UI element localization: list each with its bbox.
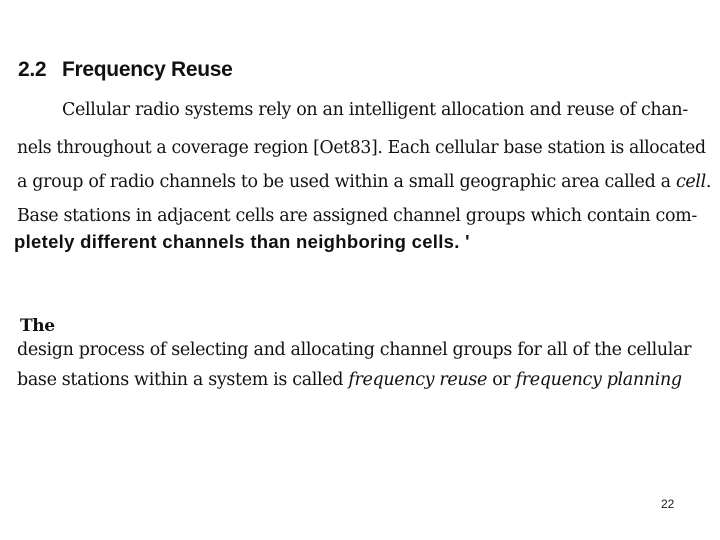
line-8-or: or <box>487 370 516 390</box>
paragraph-1-line-5: pletely different channels than neighboring cells. ' <box>14 231 470 252</box>
paragraph-1-line-1: Cellular radio systems rely on an intelligent allocation and reuse of chan- <box>62 100 688 120</box>
term-frequency-planning: frequency planning <box>515 370 682 390</box>
line-3-text: a group of radio channels to be used within a small geographic area called a <box>17 172 676 192</box>
line-3-period: . <box>705 172 712 192</box>
paragraph-1-line-4: Base stations in adjacent cells are assigned channel groups which contain com- <box>17 206 697 226</box>
paragraph-1-line-2: nels throughout a coverage region [Oet83]. Each cellular base station is allocated <box>17 138 706 158</box>
section-title: Frequency Reuse <box>62 58 233 81</box>
paragraph-2-line-1: design process of selecting and allocating channel groups for all of the cellular <box>17 340 692 360</box>
section-heading <box>18 58 233 82</box>
term-frequency-reuse: frequency reuse <box>348 370 487 390</box>
line-8-text: base stations within a system is called <box>17 370 349 390</box>
page-number: 22 <box>661 497 675 511</box>
paragraph-2-line-2 <box>17 370 682 390</box>
section-number: 2.2 <box>18 58 47 81</box>
paragraph-2-lead: The <box>20 316 55 336</box>
term-cell: cell <box>675 172 706 192</box>
paragraph-1-line-3 <box>17 172 711 192</box>
